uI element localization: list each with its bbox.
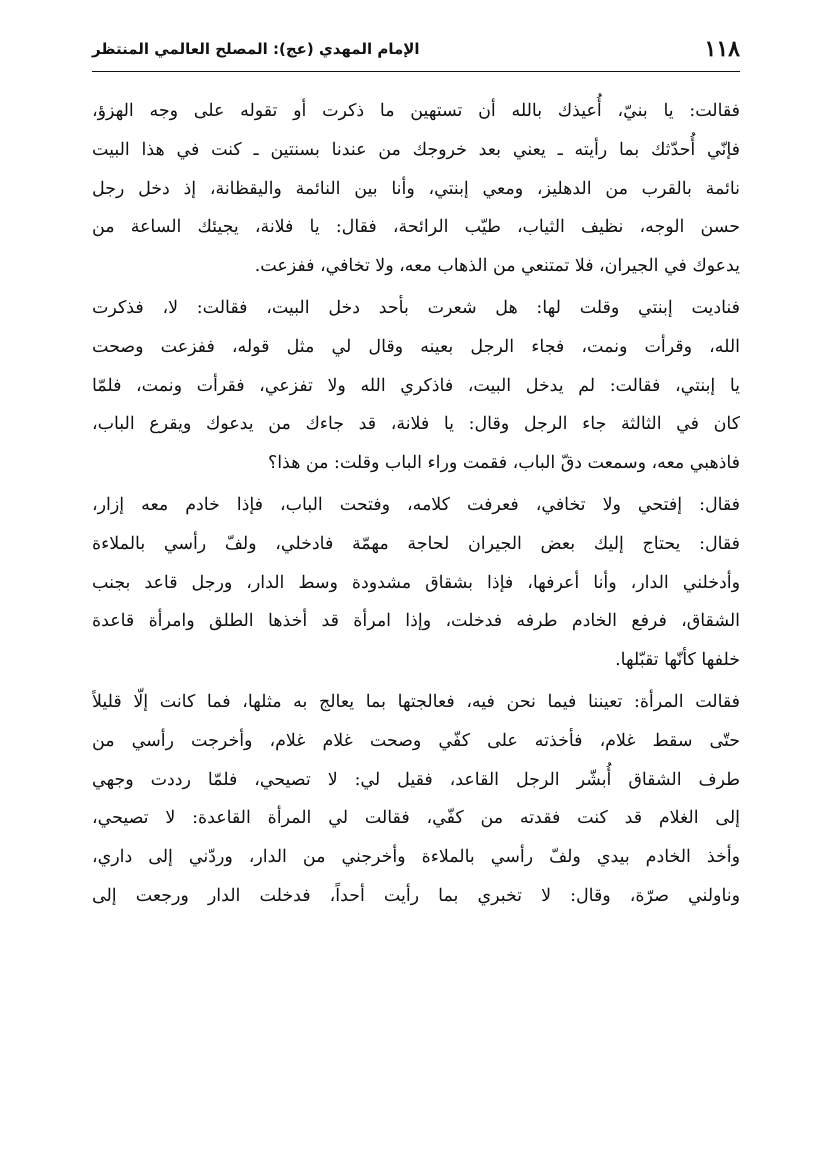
text-line: إلى الغلام قد كنت فقدته من كفّي، فقالت لي المرأة القاعدة: لا تصيحي،: [92, 808, 740, 829]
text-line: كان في الثالثة جاء الرجل وقال: يا فلانة، قد جاءك من يدعوك ويقرع الباب،: [92, 414, 740, 435]
text-line: فقالت: يا بنيّ، أُعيذك بالله أن تستهين ما ذكرت أو تقوله على وجه الهزؤ،: [92, 101, 740, 121]
text-line: وأخذ الخادم بيدي ولفّ رأسي بالملاءة وأخرجني من الدار، وردّني إلى داري،: [92, 847, 740, 868]
body-text: [92, 92, 740, 916]
paragraph-4: [92, 683, 740, 916]
text-line: فإنّي أُحدّثك بما رأيته ـ يعني بعد خروجك من عندنا بسنتين ـ كنت في هذا البيت: [92, 139, 740, 160]
page-number: ١١٨: [704, 36, 740, 62]
text-line: وناولني صرّة، وقال: لا تخبري بما رأيت أحداً، فدخلت الدار ورجعت إلى: [92, 885, 740, 906]
text-line: فقالت المرأة: تعيننا فيما نحن فيه، فعالجتها بما يعالج به مثلها، فما كانت إلّا قليلاً: [92, 691, 740, 712]
text-line: خلفها كأنّها تقبّلها.: [615, 650, 740, 671]
text-line: حتّى سقط غلام، فأخذته على كفّي وصحت غلام غلام، وأخرجت رأسي من: [92, 730, 740, 751]
paragraph-1: [92, 92, 740, 286]
text-line: حسن الوجه، نظيف الثياب، طيّب الرائحة، فقال: يا فلانة، يجيئك الساعة من: [92, 217, 740, 238]
header-rule: [92, 71, 740, 72]
page-header: [92, 32, 740, 66]
text-line: طرف الشقاق أُبشّر الرجل القاعد، فقيل لي: لا تصيحي، فلمّا رددت وجهي: [92, 769, 740, 790]
text-line: الشقاق، فرفع الخادم طرفه فدخلت، وإذا امرأة قد أخذها الطلق وامرأة قاعدة: [92, 611, 740, 632]
paragraph-2: [92, 289, 740, 483]
text-line: يدعوك في الجيران، فلا تمتنعي من الذهاب معه، ولا تخافي، ففزعت.: [254, 256, 740, 277]
text-line: فقال: يحتاج إليك بعض الجيران لحاجة مهمّة فادخلي، ولفّ رأسي بالملاءة: [92, 533, 740, 554]
text-line: وأدخلني الدار، وأنا أعرفها، فإذا بشقاق مشدودة وسط الدار، ورجل قاعد بجنب: [92, 572, 740, 593]
paragraph-3: [92, 486, 740, 680]
running-title: الإمام المهدي (عج): المصلح العالمي المنتظر: [92, 40, 420, 58]
text-line: فناديت إبنتي وقلت لها: هل شعرت بأحد دخل البيت، فقالت: لا، فذكرت: [92, 297, 740, 318]
text-line: الله، وقرأت ونمت، فجاء الرجل بعينه وقال لي مثل قوله، ففزعت وصحت: [92, 336, 740, 357]
text-line: فقال: إفتحي ولا تخافي، فعرفت كلامه، وفتحت الباب، فإذا خادم معه إزار،: [92, 494, 740, 515]
text-line: نائمة بالقرب من الدهليز، ومعي إبنتي، وأنا بين النائمة واليقظانة، إذ دخل رجل: [92, 178, 740, 199]
text-line: فاذهبي معه، وسمعت دقّ الباب، فقمت وراء الباب وقلت: من هذا؟: [268, 453, 740, 474]
text-line: يا إبنتي، فقالت: لم يدخل البيت، فاذكري الله ولا تفزعي، فقرأت ونمت، فلمّا: [92, 375, 740, 396]
